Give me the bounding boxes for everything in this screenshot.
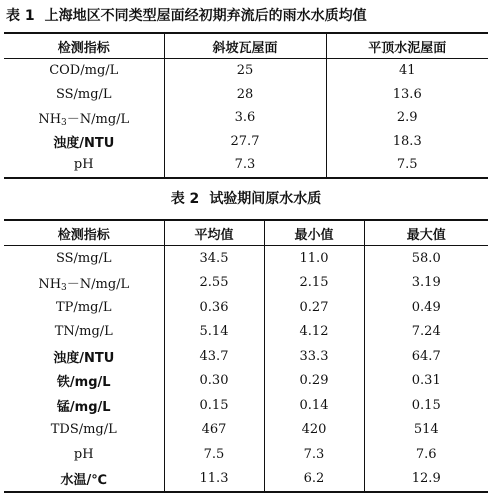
value-cell: 7.3 xyxy=(264,442,364,467)
value-cell: 0.29 xyxy=(264,369,364,394)
table1-caption-text: 上海地区不同类型屋面经初期弃流后的雨水水质均值 xyxy=(44,8,367,24)
indicator-cell: pH xyxy=(4,153,164,178)
indicator-cell: 浊度/NTU xyxy=(53,350,115,366)
indicator-cell: COD/mg/L xyxy=(49,63,119,79)
value-cell: 514 xyxy=(364,418,488,443)
table-row xyxy=(4,393,488,418)
table2-header-row xyxy=(4,220,488,246)
table-row xyxy=(4,467,488,493)
value-cell: 3.19 xyxy=(364,271,488,296)
indicator-cell: TN/mg/L xyxy=(54,324,113,340)
table-row xyxy=(4,295,488,320)
indicator-cell: pH xyxy=(73,446,94,462)
value-cell: 0.27 xyxy=(264,295,364,320)
value-cell: 2.9 xyxy=(326,106,488,130)
table2-header-maximum: 最大值 xyxy=(364,220,488,246)
value-cell: 0.30 xyxy=(164,369,264,394)
table1-caption-number: 表 1 xyxy=(6,8,35,24)
indicator-cell xyxy=(4,271,164,296)
value-cell: 2.55 xyxy=(164,271,264,296)
table2-caption-text: 试验期间原水水质 xyxy=(209,191,322,207)
table1-caption xyxy=(6,6,492,26)
indicator-text: NH xyxy=(38,111,62,127)
value-cell: 33.3 xyxy=(264,344,364,369)
table2-header-average: 平均值 xyxy=(164,220,264,246)
table-row xyxy=(4,369,488,394)
value-cell: 0.36 xyxy=(164,295,264,320)
indicator-text: －N/mg/L xyxy=(66,276,130,292)
value-cell: 41 xyxy=(326,59,488,83)
table-row xyxy=(4,153,488,178)
value-cell: 420 xyxy=(264,418,364,443)
table-row xyxy=(4,130,488,154)
value-cell: 467 xyxy=(164,418,264,443)
indicator-text: NH xyxy=(38,276,62,292)
table-row xyxy=(4,246,488,271)
value-cell: 11.0 xyxy=(264,246,364,271)
table2-caption xyxy=(0,189,492,209)
value-cell: 64.7 xyxy=(364,344,488,369)
indicator-cell: 浊度/NTU xyxy=(53,135,115,151)
value-cell: 18.3 xyxy=(326,130,488,154)
value-cell: 0.15 xyxy=(364,393,488,418)
value-cell: 0.14 xyxy=(264,393,364,418)
value-cell: 58.0 xyxy=(364,246,488,271)
table1-header-indicator: 检测指标 xyxy=(4,33,164,59)
table1-header-sloped-tile-roof: 斜坡瓦屋面 xyxy=(164,33,326,59)
value-cell: 3.6 xyxy=(164,106,326,130)
value-cell: 6.2 xyxy=(264,467,364,493)
value-cell: 7.3 xyxy=(164,153,326,178)
indicator-cell xyxy=(4,106,164,130)
table-row xyxy=(4,344,488,369)
value-cell: 27.7 xyxy=(164,130,326,154)
value-cell: 0.31 xyxy=(364,369,488,394)
indicator-cell: SS/mg/L xyxy=(55,250,112,266)
value-cell: 13.6 xyxy=(326,83,488,107)
indicator-text: －N/mg/L xyxy=(66,111,130,127)
value-cell: 7.24 xyxy=(364,320,488,345)
value-cell: 2.15 xyxy=(264,271,364,296)
table2-caption-number: 表 2 xyxy=(170,191,200,207)
value-cell: 7.5 xyxy=(164,442,264,467)
table-row xyxy=(4,320,488,345)
table1-header-flat-cement-roof: 平顶水泥屋面 xyxy=(326,33,488,59)
indicator-subscript: 3 xyxy=(61,117,67,128)
indicator-cell: SS/mg/L xyxy=(55,86,112,102)
table-row xyxy=(4,83,488,107)
table2-header-indicator: 检测指标 xyxy=(4,220,164,246)
indicator-cell: TP/mg/L xyxy=(56,299,112,315)
value-cell: 28 xyxy=(164,83,326,107)
indicator-cell: TDS/mg/L xyxy=(50,422,117,438)
table2-raw-water-quality xyxy=(4,219,488,493)
value-cell: 0.15 xyxy=(164,393,264,418)
value-cell: 11.3 xyxy=(164,467,264,493)
indicator-subscript: 3 xyxy=(61,282,67,293)
value-cell: 0.49 xyxy=(364,295,488,320)
indicator-cell: 铁/mg/L xyxy=(56,375,111,391)
table-row xyxy=(4,59,488,83)
table-row xyxy=(4,271,488,296)
value-cell: 7.5 xyxy=(326,153,488,178)
value-cell: 34.5 xyxy=(164,246,264,271)
table-row xyxy=(4,442,488,467)
table-row xyxy=(4,418,488,443)
table1-header-row xyxy=(4,33,488,59)
value-cell: 7.6 xyxy=(364,442,488,467)
table1-rainwater-quality xyxy=(4,32,488,179)
value-cell: 4.12 xyxy=(264,320,364,345)
value-cell: 12.9 xyxy=(364,467,488,493)
indicator-cell: 水温/℃ xyxy=(4,467,164,493)
table2-header-minimum: 最小值 xyxy=(264,220,364,246)
indicator-cell: 锰/mg/L xyxy=(56,399,111,415)
value-cell: 43.7 xyxy=(164,344,264,369)
table-row xyxy=(4,106,488,130)
value-cell: 25 xyxy=(164,59,326,83)
value-cell: 5.14 xyxy=(164,320,264,345)
